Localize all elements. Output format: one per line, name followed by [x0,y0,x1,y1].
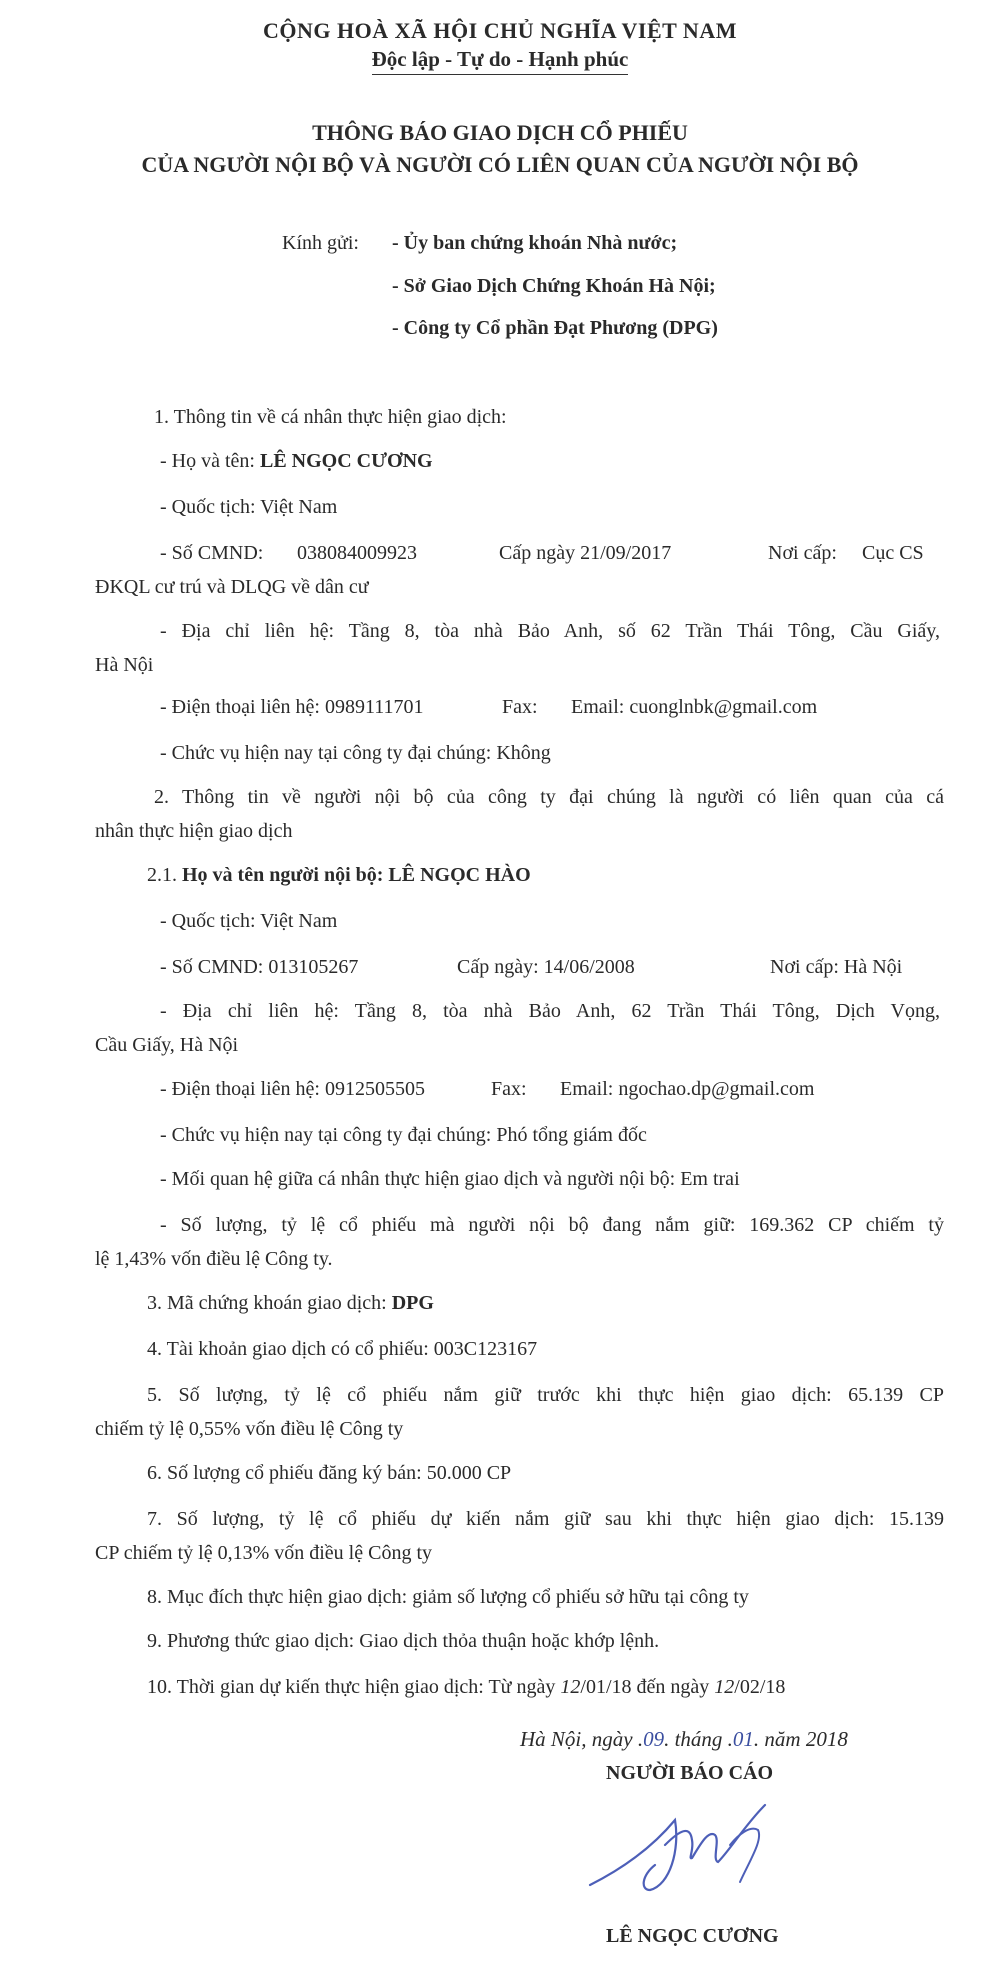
section2-nationality: - Quốc tịch: Việt Nam [160,910,338,932]
name-value: LÊ NGỌC CƯƠNG [259,450,433,472]
section2-sub-heading [147,860,531,890]
item4-account: 4. Tài khoản giao dịch có cổ phiếu: 003C123167 [147,1338,538,1360]
sub-number: 2.1. [147,864,182,886]
section2-address-1: - Địa chỉ liên hệ: Tầng 8, tòa nhà Bảo Anh, 62 Trần Thái Tông, Dịch Vọng, [160,1000,940,1022]
name-label: - Họ và tên: [160,450,260,472]
recipient-3: - Công ty Cổ phần Đạt Phương (DPG) [392,317,718,339]
item5-before-1: 5. Số lượng, tỷ lệ cổ phiếu nắm giữ trước khi thực hiện giao dịch: 65.139 CP [147,1384,944,1406]
section2-relation: - Mối quan hệ giữa cá nhân thực hiện giao dịch và người nội bộ: Em trai [160,1168,740,1190]
section2-holding-2: lệ 1,43% vốn điều lệ Công ty. [95,1248,333,1270]
section1-id-date: Cấp ngày 21/09/2017 [499,542,672,564]
section1-phone: - Điện thoại liên hệ: 0989111701 [160,696,424,718]
item8-purpose: 8. Mục đích thực hiện giao dịch: giảm số lượng cổ phiếu sở hữu tại công ty [147,1586,749,1608]
section1-nationality: - Quốc tịch: Việt Nam [160,496,338,518]
insider-name: Họ và tên người nội bộ: LÊ NGỌC HÀO [182,864,531,886]
document-subtitle: CỦA NGƯỜI NỘI BỘ VÀ NGƯỜI CÓ LIÊN QUAN CỦA NGƯỜI NỘI BỘ [141,152,859,177]
item3-ticker [147,1288,434,1318]
time-from-day: 12 [560,1676,581,1698]
motto-header [0,47,1000,72]
section1-address-1: - Địa chỉ liên hệ: Tầng 8, tòa nhà Bảo Anh, số 62 Trần Thái Tông, Cầu Giấy, [160,620,940,642]
place-prefix: Hà Nội, ngày . [520,1727,644,1751]
section1-id-place-value: Cục CS [862,542,924,564]
month-label: . tháng . [664,1727,733,1751]
section2-id: - Số CMND: 013105267 [160,956,359,978]
recipient-2: - Sở Giao Dịch Chứng Khoán Hà Nội; [392,275,716,297]
signature-place-date [520,1727,848,1752]
ticker-label: 3. Mã chứng khoán giao dịch: [147,1292,392,1314]
recipient-1: - Ủy ban chứng khoán Nhà nước; [392,232,678,254]
time-to-rest: /02/18 [734,1676,786,1698]
section2-id-date: Cấp ngày: 14/06/2008 [457,956,635,978]
section1-address-2: Hà Nội [95,654,154,676]
section1-id-value: 038084009923 [297,542,417,564]
item5-before-2: chiếm tỷ lệ 0,55% vốn điều lệ Công ty [95,1418,404,1440]
handwritten-signature-icon [580,1790,820,1900]
motto-text: Độc lập - Tự do - Hạnh phúc [372,47,629,75]
section1-heading: 1. Thông tin về cá nhân thực hiện giao dịch: [154,406,507,428]
time-prefix: 10. Thời gian dự kiến thực hiện giao dịch: Từ ngày [147,1676,561,1698]
section2-fax: Fax: [491,1078,527,1100]
sign-month: 01 [732,1727,754,1751]
year-label: . năm 2018 [753,1727,848,1751]
item10-time [147,1672,785,1702]
item9-method: 9. Phương thức giao dịch: Giao dịch thỏa thuận hoặc khớp lệnh. [147,1630,660,1652]
section1-fax: Fax: [502,696,538,718]
item6-register: 6. Số lượng cổ phiếu đăng ký bán: 50.000 CP [147,1462,512,1484]
section1-email: Email: cuonglnbk@gmail.com [571,696,818,718]
section2-heading-1: 2. Thông tin về người nội bộ của công ty đại chúng là người có liên quan của cá [154,786,944,808]
ticker-value: DPG [391,1292,434,1314]
item7-after-1: 7. Số lượng, tỷ lệ cổ phiếu dự kiến nắm giữ sau khi thực hiện giao dịch: 15.139 [147,1508,944,1530]
section2-phone: - Điện thoại liên hệ: 0912505505 [160,1078,425,1100]
section2-id-place: Nơi cấp: Hà Nội [770,956,903,978]
section2-holding-1: - Số lượng, tỷ lệ cổ phiếu mà người nội bộ đang nắm giữ: 169.362 CP chiếm tỷ [160,1214,944,1236]
section1-id-place-cont: ĐKQL cư trú và DLQG về dân cư [95,576,369,598]
reporter-title: NGƯỜI BÁO CÁO [606,1762,774,1784]
item7-after-2: CP chiếm tỷ lệ 0,13% vốn điều lệ Công ty [95,1542,433,1564]
section1-position: - Chức vụ hiện nay tại công ty đại chúng: Không [160,742,551,764]
sign-day: 09 [643,1727,665,1751]
reporter-name: LÊ NGỌC CƯƠNG [606,1925,779,1947]
section1-id-label: - Số CMND: [160,542,264,564]
recipients-label: Kính gửi: [282,232,359,254]
section1-name [160,446,433,476]
section2-email: Email: ngochao.dp@gmail.com [560,1078,815,1100]
time-from-rest: /01/18 đến ngày [580,1676,715,1698]
country-header: CỘNG HOÀ XÃ HỘI CHỦ NGHĨA VIỆT NAM [263,18,737,43]
section1-id-place-label: Nơi cấp: [768,542,837,564]
section2-position: - Chức vụ hiện nay tại công ty đại chúng: Phó tổng giám đốc [160,1124,647,1146]
document-title: THÔNG BÁO GIAO DỊCH CỔ PHIẾU [312,120,688,145]
section2-address-2: Cầu Giấy, Hà Nội [95,1034,239,1056]
time-to-day: 12 [714,1676,735,1698]
section2-heading-2: nhân thực hiện giao dịch [95,820,293,842]
